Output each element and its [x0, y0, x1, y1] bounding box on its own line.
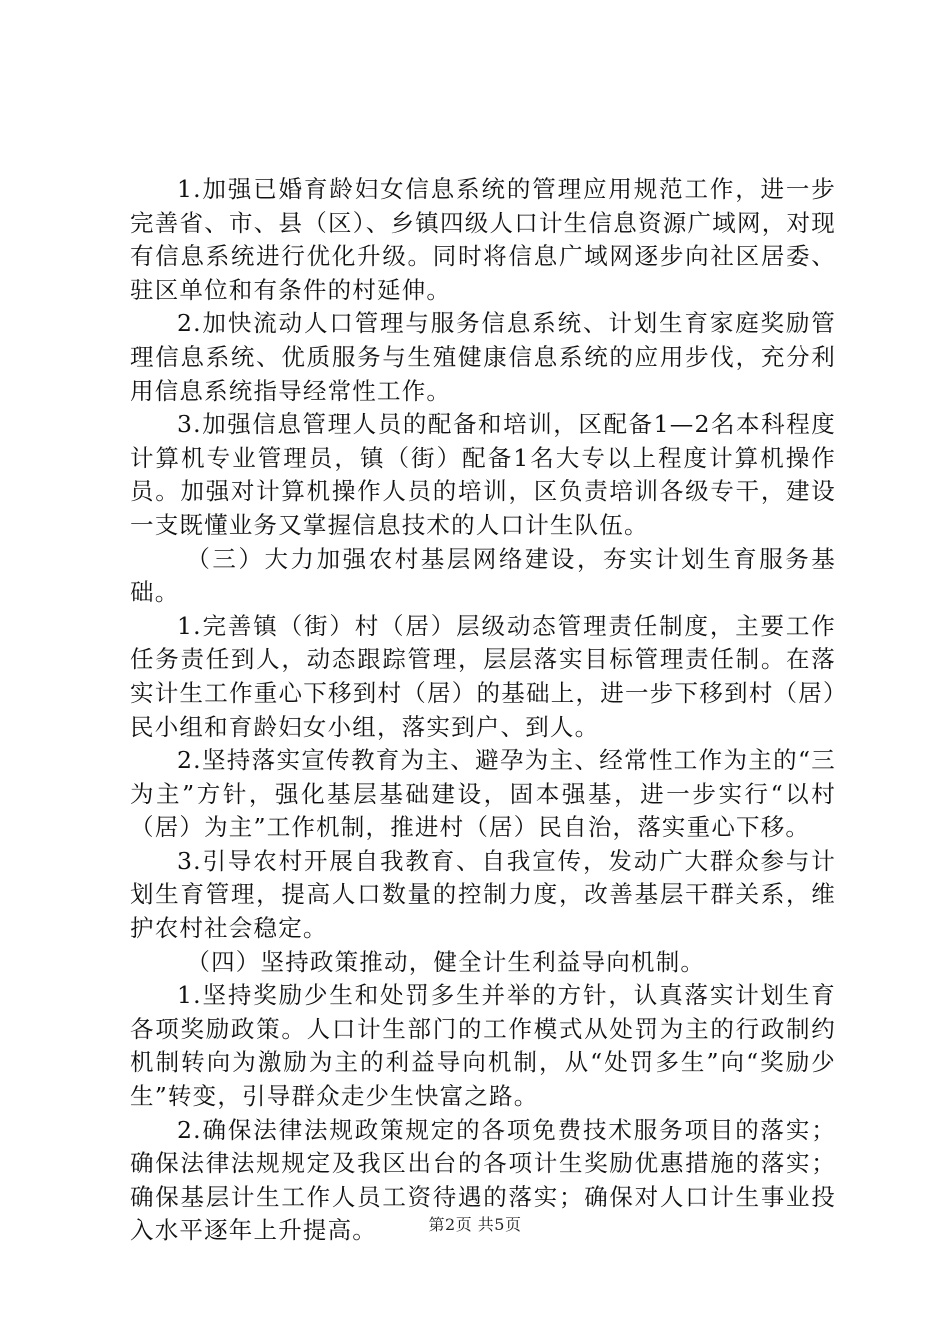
section-heading: （四）坚持政策推动，健全计生利益导向机制。: [186, 947, 706, 976]
paragraph: 2.坚持落实宣传教育为主、避孕为主、经常性工作为主的“三为主”方针，强化基层基础建设，固本强基，进一步实行“以村（居）为主”工作机制，推进村（居）民自治，落实重心下移。: [130, 746, 836, 842]
paragraph: 2.加快流动人口管理与服务信息系统、计划生育家庭奖励管理信息系统、优质服务与生殖健康信息系统的应用步伐，充分利用信息系统指导经常性工作。: [130, 309, 836, 405]
document-body: [130, 173, 836, 1248]
paragraph: 3.加强信息管理人员的配备和培训，区配备1—2名本科程度计算机专业管理员，镇（街）配备1名大专以上程度计算机操作员。加强对计算机操作人员的培训，区负责培训各级专干，建设一支既懂业务又掌握信息技术的人口计生队伍。: [130, 410, 836, 539]
paragraph: 1.坚持奖励少生和处罚多生并举的方针，认真落实计划生育各项奖励政策。人口计生部门的工作模式从处罚为主的行政制约机制转向为激励为主的利益导向机制，从“处罚多生”向“奖励少生”转变，引导群众走少生快富之路。: [130, 981, 836, 1111]
paragraph: 2.确保法律法规政策规定的各项免费技术服务项目的落实；确保法律法规规定及我区出台的各项计生奖励优惠措施的落实；确保基层计生工作人员工资待遇的落实；确保对人口计生事业投入水平逐年上升提高。: [130, 1115, 836, 1245]
paragraph: 1.加强已婚育龄妇女信息系统的管理应用规范工作，进一步完善省、市、县（区）、乡镇四级人口计生信息资源广域网，对现有信息系统进行优化升级。同时将信息广域网逐步向社区居委、驻区单位和有条件的村延伸。: [130, 175, 836, 304]
paragraph: 3.引导农村开展自我教育、自我宣传，发动广大群众参与计划生育管理，提高人口数量的控制力度，改善基层干群关系，维护农村社会稳定。: [130, 846, 836, 943]
paragraph: 1.完善镇（街）村（居）层级动态管理责任制度，主要工作任务责任到人，动态跟踪管理，层层落实目标管理责任制。在落实计生工作重心下移到村（居）的基础上，进一步下移到村（居）民小组和育龄妇女小组，落实到户、到人。: [130, 611, 836, 741]
section-heading: （三）大力加强农村基层网络建设，夯实计划生育服务基础。: [130, 544, 836, 607]
page-footer: 第2页 共5页: [428, 1215, 522, 1234]
